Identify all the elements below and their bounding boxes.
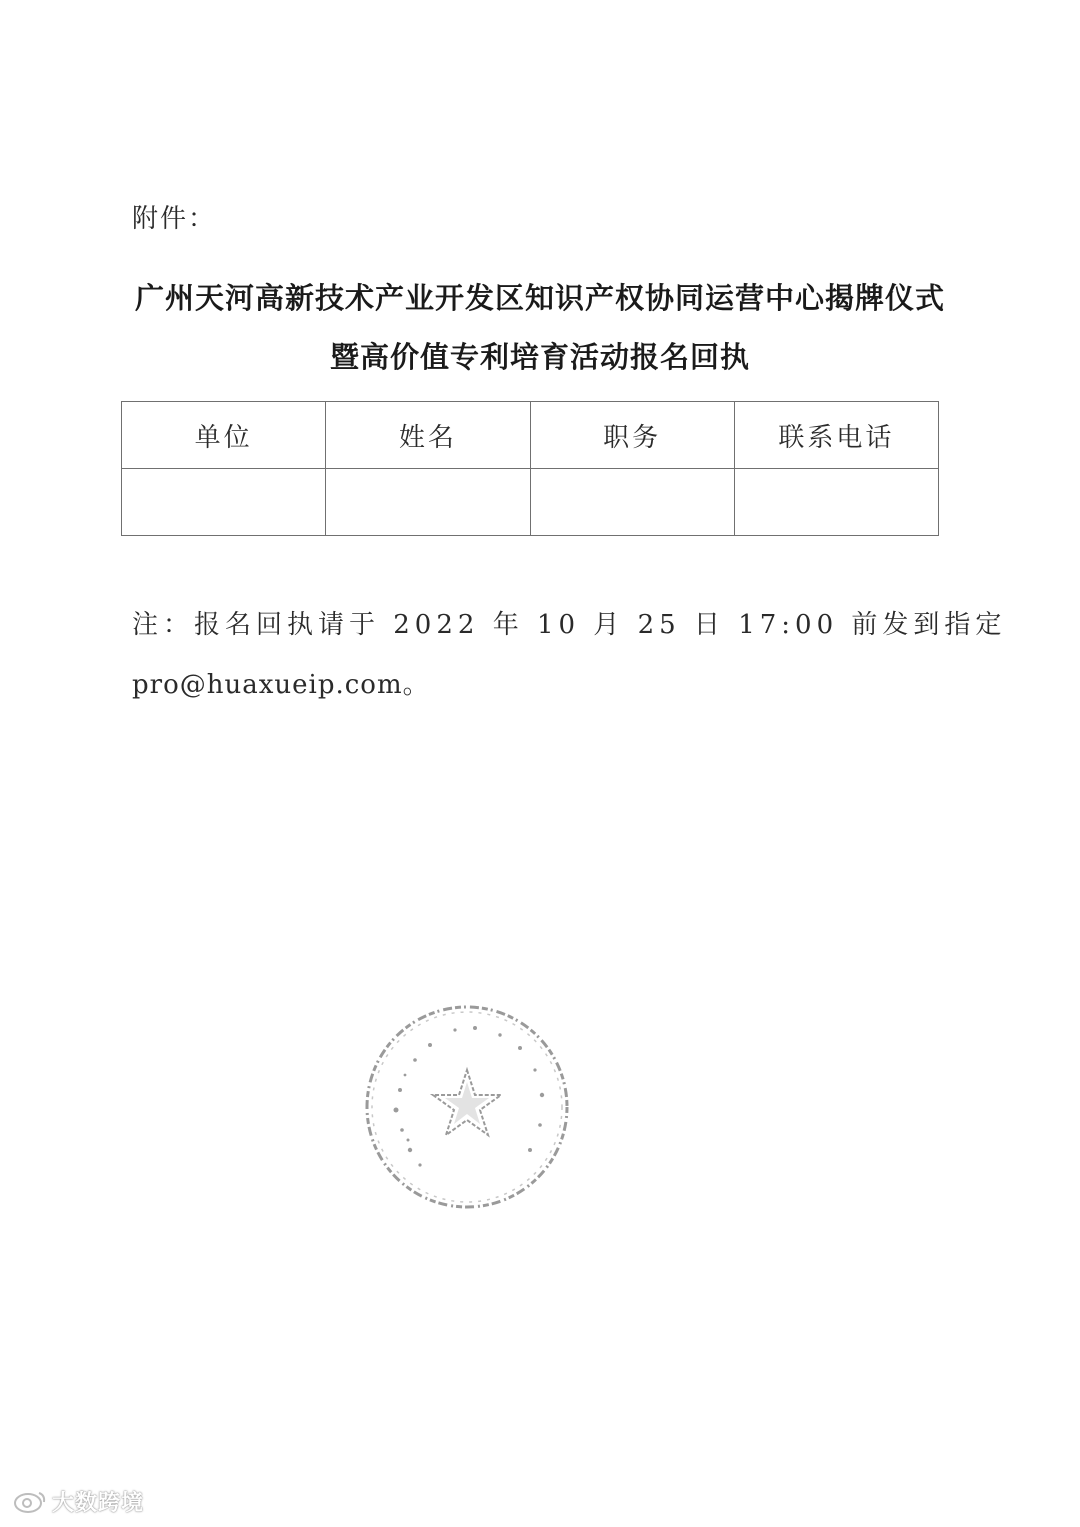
phone-field-cell[interactable] xyxy=(734,469,938,536)
document-title-line-2: 暨高价值专利培育活动报名回执 xyxy=(329,340,750,374)
position-field-cell[interactable] xyxy=(530,469,734,536)
name-field-cell[interactable] xyxy=(326,469,530,536)
header-cell-phone: 联系电话 xyxy=(734,402,938,469)
watermark-text: 大数跨境 xyxy=(52,1490,145,1516)
registration-form-table xyxy=(121,401,939,536)
table-header-row xyxy=(122,402,939,469)
note-line-2: pro@huaxueip.com。 xyxy=(132,670,430,700)
watermark xyxy=(12,1486,144,1516)
weibo-eye-icon xyxy=(12,1488,48,1514)
header-cell-position: 职务 xyxy=(530,402,734,469)
attachment-label: 附件： xyxy=(132,204,217,234)
header-cell-unit: 单位 xyxy=(122,402,326,469)
note-line-1: 注：报名回执请于 2022 年 10 月 25 日 17:00 前发到指定 xyxy=(132,610,1007,640)
official-seal-icon xyxy=(360,1000,575,1215)
unit-field-cell[interactable] xyxy=(122,469,326,536)
header-cell-name: 姓名 xyxy=(326,402,530,469)
document-title-line-1: 广州天河高新技术产业开发区知识产权协同运营中心揭牌仪式 xyxy=(134,281,945,315)
table-row xyxy=(122,469,939,536)
